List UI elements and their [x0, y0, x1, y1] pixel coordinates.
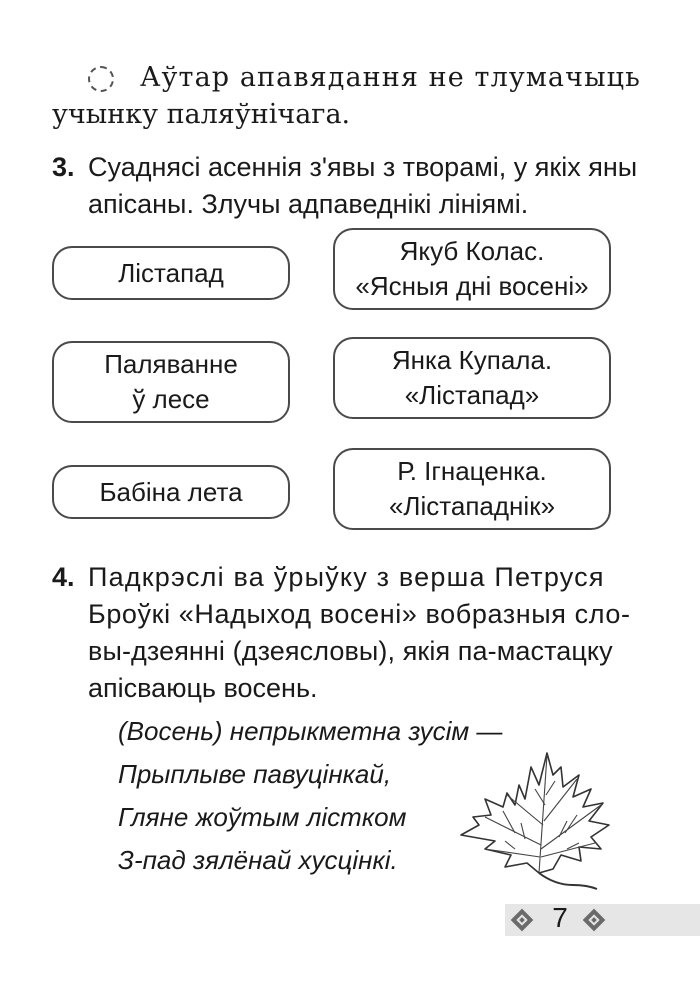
- task-4-line-1: Падкрэслі ва ўрыўку з верша Петруся: [88, 562, 605, 592]
- poem-line-1[interactable]: (Восень) непрыкметна зусім —: [118, 716, 503, 746]
- box-text: Бабіна лета: [99, 476, 243, 507]
- box-text: Р. Ігнаценка.: [397, 456, 547, 486]
- ornament-left-icon: [508, 906, 536, 934]
- match-right-box-3[interactable]: [333, 448, 611, 530]
- poem-line-4[interactable]: З-пад зялёнай хусцінкі.: [118, 845, 398, 875]
- poem-line-2[interactable]: Прыплыве павуцінкай,: [118, 759, 392, 789]
- poem-line-3[interactable]: Гляне жоўтым лістком: [118, 802, 407, 832]
- answer-option-radio[interactable]: [88, 66, 114, 92]
- task-3-line-2: апісаны. Злучы адпаведнікі лініямі.: [88, 189, 529, 219]
- task-4-line-3: вы-дзеянні (дзеясловы), якія па-мастацку: [88, 636, 613, 666]
- statement-line-1: Аўтар апавядання не тлумачыць: [140, 62, 641, 93]
- box-text: «Лістапад»: [404, 380, 540, 410]
- box-text: Паляванне: [104, 349, 238, 379]
- match-left-box-1[interactable]: [52, 246, 290, 300]
- box-text: «Лістападнік»: [388, 491, 556, 521]
- statement-line-2: учынку паляўнічага.: [52, 99, 351, 130]
- box-text: ў лесе: [132, 384, 210, 414]
- match-left-box-2[interactable]: [52, 341, 290, 423]
- task-3-number: 3.: [52, 152, 75, 182]
- match-right-box-2[interactable]: [333, 337, 611, 419]
- task-3-line-1: Суаднясі асеннія з'явы з творамі, у якіх яны: [88, 152, 638, 182]
- ornament-right-icon: [580, 906, 608, 934]
- box-text: Якуб Колас.: [399, 236, 545, 266]
- task-4-number: 4.: [52, 562, 75, 592]
- match-right-box-1[interactable]: [333, 228, 611, 310]
- box-text: «Ясныя дні восені»: [355, 271, 589, 301]
- maple-leaf-illustration: [455, 745, 620, 895]
- page-number: 7: [552, 902, 568, 933]
- match-left-box-3[interactable]: [52, 465, 290, 519]
- box-text: Лістапад: [118, 257, 224, 288]
- box-text: Янка Купала.: [391, 345, 553, 375]
- task-4-line-4: апісваюць восень.: [88, 673, 318, 703]
- task-4-line-2: Броўкі «Надыход восені» вобразныя сло-: [88, 599, 631, 629]
